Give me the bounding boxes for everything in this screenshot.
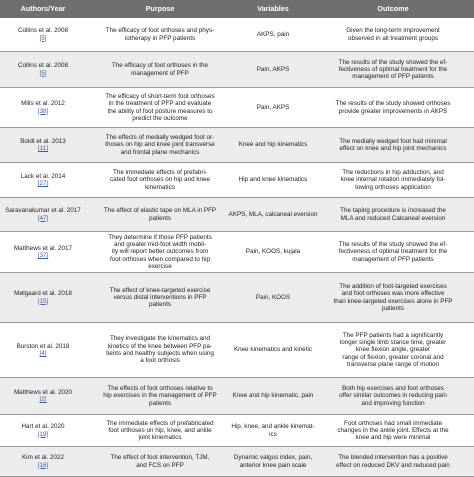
author-name: Collins et al. 2008 [17, 27, 69, 35]
outcome-text-line: The results of the study showed orthoses [335, 100, 451, 108]
variables-text-line: Knee and hip kinematics [238, 141, 308, 149]
outcome-text-line: The medially wedged foot had minimal [339, 137, 447, 145]
variables-cell [234, 128, 312, 162]
purpose-text-line: patients [148, 399, 172, 407]
header-outcome: Outcome [377, 4, 409, 13]
table-row [0, 163, 474, 198]
table-row [0, 128, 474, 163]
author-cell [0, 128, 86, 162]
outcome-text-line: provide greater improvements in AKPS [338, 107, 448, 115]
purpose-text-line: The efficacy of short-term foot orthoses [105, 92, 215, 100]
outcome-cell [312, 88, 474, 127]
purpose-text-line: thoses on hip and knee joint transverse [105, 141, 215, 149]
outcome-cell [312, 323, 474, 377]
author-cell [0, 163, 86, 197]
reference-link[interactable]: [27] [37, 180, 49, 187]
purpose-text-line: management of PFP [131, 69, 189, 77]
outcome-text-line: The blended intervention has a positive [338, 454, 448, 462]
author-name: Boldt et al. 2013 [20, 137, 66, 145]
author-cell [0, 378, 86, 414]
reference-link[interactable]: [4] [39, 350, 47, 357]
outcome-text-line: The taping procedure is increased the [340, 207, 446, 215]
purpose-cell [86, 18, 234, 51]
purpose-cell [86, 447, 234, 476]
purpose-text-line: kinematics [145, 183, 175, 191]
table-row [0, 232, 474, 273]
purpose-text-line: The effects of medially wedged foot or- [105, 134, 215, 142]
purpose-text-line: The effects of foot orthoses relative to [107, 385, 213, 393]
purpose-text-line: and greater mid-foot width mobil- [113, 241, 207, 249]
variables-cell [234, 323, 312, 377]
outcome-text-line: range of flexion, greater coronal and [342, 353, 444, 361]
outcome-text-line: Given the long-term improvement [346, 27, 440, 35]
outcome-cell [312, 198, 474, 231]
outcome-cell [312, 447, 474, 476]
table-row [0, 378, 474, 415]
outcome-text-line: MLA and reduced Calcaneal eversion [340, 214, 446, 222]
outcome-cell [312, 378, 474, 414]
variables-text-line: Pain, AKPS [256, 65, 290, 73]
header-authors: Authors/Year [20, 4, 66, 13]
author-cell [0, 52, 86, 87]
author-name: Collins et al. 2008 [17, 62, 69, 70]
variables-cell [234, 378, 312, 414]
variables-text-line: Pain, KOOS [255, 293, 291, 301]
purpose-text-line: and frontal plane mechanics [120, 148, 200, 156]
purpose-text-line: and FCS on PFP [136, 461, 184, 469]
reference-link[interactable]: [2] [39, 396, 47, 403]
purpose-cell [86, 273, 234, 322]
variables-text-line: ics [269, 430, 277, 438]
outcome-text-line: and improving function [361, 399, 425, 407]
table-row [0, 88, 474, 128]
table-row [0, 198, 474, 232]
outcome-cell [312, 232, 474, 272]
author-name: Saravanakumar et al. 2017 [5, 207, 81, 215]
purpose-cell [86, 378, 234, 414]
purpose-cell [86, 128, 234, 162]
purpose-text-line: The immediate effects of prefabri- [112, 169, 208, 177]
purpose-text-line: cated foot orthoses on hip and knee [109, 176, 211, 184]
variables-cell [234, 88, 312, 127]
variables-cell [234, 273, 312, 322]
variables-cell [234, 232, 312, 272]
purpose-text-line: hip exercises in the management of PFP [103, 392, 217, 400]
outcome-cell [312, 52, 474, 87]
author-name: Mølgaard et al. 2018 [14, 290, 72, 298]
author-name: Hart et al. 2020 [21, 423, 65, 431]
outcome-text-line: and foot orthoses was more effective [341, 290, 445, 298]
table-row [0, 415, 474, 447]
author-cell [0, 447, 86, 476]
variables-cell [231, 415, 315, 446]
table-row [0, 447, 474, 477]
purpose-text-line: joint kinematics [138, 434, 182, 442]
outcome-text-line: observed in all treatment groups [348, 34, 438, 42]
variables-text-line: AKPS, MLA, calcaneal eversion [228, 210, 318, 218]
outcome-text-line: offer similar outcomes in reducing pain [339, 392, 447, 400]
variables-text-line: Pain, AKPS [256, 103, 290, 111]
outcome-text-line: changes in the ankle joint. Effects at the [337, 426, 449, 434]
table-header [0, 0, 474, 18]
author-name: Lack et al. 2014 [20, 172, 66, 180]
purpose-text-line: tients and healthy subjects when using [106, 350, 214, 357]
table-row [0, 323, 474, 378]
author-cell [0, 415, 86, 446]
reference-link[interactable]: [11] [37, 145, 49, 152]
outcome-text-line: longer single limb stance time, greater [339, 339, 447, 347]
outcome-cell [312, 18, 474, 51]
reference-link[interactable]: [5] [39, 69, 47, 77]
variables-text-line: Knee and hip kinematic, pain [232, 392, 314, 400]
outcome-text-line: patients [381, 304, 405, 312]
outcome-cell [312, 163, 474, 197]
reference-link[interactable]: [38] [37, 107, 49, 115]
outcome-text-line: Foot orthoses had small immediate [344, 419, 442, 427]
variables-cell [234, 163, 312, 197]
purpose-text-line: predict the outcome [132, 114, 188, 122]
outcome-text-line: Both hip exercises and foot orthoses [342, 385, 444, 393]
purpose-text-line: kinetics of the knee between PFP pa- [107, 342, 213, 350]
variables-text-line: Knee kinematics and kinetic [233, 346, 313, 354]
author-cell [0, 232, 86, 272]
purpose-cell [86, 415, 234, 446]
outcome-text-line: fectiveness of optimal treatment for the [338, 65, 448, 73]
outcome-text-line: The results of the study showed the ef- [338, 241, 448, 249]
purpose-cell [86, 88, 234, 127]
table-row [0, 273, 474, 323]
purpose-text-line: foot orthoses when compared to hip [109, 255, 211, 263]
purpose-cell [86, 163, 234, 197]
outcome-text-line: knee internal rotation immediately fol- [340, 176, 446, 184]
author-cell [0, 273, 86, 322]
outcome-text-line: knee flexion angle, greater [355, 346, 431, 354]
purpose-cell [86, 198, 234, 231]
author-name: Kim et al. 2022 [21, 454, 64, 462]
reference-link[interactable]: [5] [39, 34, 47, 42]
purpose-text-line: The effect of knee-targeted exercise [109, 286, 211, 294]
variables-text-line: Pain, KOOS, kujala [245, 248, 301, 256]
purpose-text-line: The efficacy of foot orthoses and phys- [105, 27, 215, 35]
purpose-text-line: patients [148, 301, 172, 309]
variables-cell [234, 18, 312, 51]
outcome-text-line: The reductions in hip adduction, and [342, 169, 444, 177]
variables-cell [234, 447, 312, 476]
variables-text-line: Hip and knee kinematics [238, 176, 308, 184]
outcome-text-line: than knee-targeted exercises alone in PFP [333, 297, 453, 305]
purpose-text-line: patients [148, 214, 172, 222]
outcome-cell [312, 415, 474, 446]
reference-link[interactable]: [47] [37, 214, 49, 222]
author-name: Mills et al. 2012 [21, 100, 65, 108]
outcome-text-line: effect on reduced DKV and reduced pain [336, 461, 450, 469]
purpose-text-line: They investigate the kinematics and [109, 335, 211, 343]
purpose-text-line: exercise [148, 262, 172, 270]
purpose-text-line: They determine if those PFP patients [108, 233, 212, 241]
header-purpose: Purpose [145, 4, 175, 13]
purpose-text-line: the ability of foot posture measures to [107, 107, 213, 115]
outcome-text-line: The results of the study showed the ef- [338, 58, 448, 66]
table-row [0, 52, 474, 88]
purpose-text-line: a foot orthosis [140, 357, 180, 365]
author-cell [0, 198, 86, 231]
author-name: Burston et al. 2018 [16, 342, 70, 350]
author-cell [0, 88, 86, 127]
outcome-cell [312, 128, 474, 162]
outcome-text-line: fectiveness of optimal treatment for the [338, 248, 448, 256]
variables-cell [228, 198, 318, 231]
outcome-text-line: The addition of foot-targeted exercises [339, 282, 447, 290]
header-variables: Variables [257, 4, 289, 13]
reference-link[interactable]: [19] [37, 430, 49, 438]
author-cell [0, 323, 86, 377]
purpose-text-line: The effect of elastic tape on MLA in PFP [103, 207, 217, 215]
author-name: Matthews et al. 2017 [13, 244, 73, 252]
author-cell [0, 18, 86, 51]
variables-text-line: Hip, knee, and ankle kinemat- [231, 423, 315, 431]
outcome-cell [312, 273, 474, 322]
variables-text-line: AKPS, pain [256, 30, 290, 38]
outcome-text-line: knee and hip were minimal [355, 434, 431, 442]
purpose-text-line: The efficacy of foot orthoses in the [111, 62, 209, 70]
purpose-cell [86, 52, 234, 87]
variables-text-line: anterior knee pain scale [239, 461, 307, 469]
purpose-text-line: The effect of foot intervention, TJM, [110, 454, 210, 462]
outcome-text-line: transverse plane range of motion [346, 360, 440, 368]
outcome-text-line: management of PFP patients [352, 255, 434, 263]
purpose-text-line: in the treatment of PFP and evaluate [108, 100, 212, 108]
reference-link[interactable]: [15] [37, 297, 49, 305]
purpose-cell [86, 232, 234, 272]
table-row [0, 18, 474, 52]
purpose-text-line: The immediate effects of prefabricated [106, 419, 214, 427]
purpose-text-line: versus distal interventions in PFP [113, 293, 207, 301]
purpose-text-line: iotherapy in PFP patients [124, 34, 196, 42]
outcome-text-line: The PFP patients had a significantly [342, 331, 444, 339]
outcome-text-line: management of PFP patients [352, 73, 434, 81]
author-name: Matthews et al. 2020 [13, 388, 73, 396]
variables-cell [234, 52, 312, 87]
reference-link[interactable]: [37] [37, 252, 49, 259]
outcome-text-line: lowing orthoses application [355, 183, 431, 191]
purpose-cell [86, 323, 234, 377]
variables-text-line: Dynamic valgus index, pain, [233, 454, 313, 462]
outcome-text-line: effect on knee and hip joint mechanics [339, 145, 447, 152]
purpose-text-line: foot orthoses on hip, knee, and ankle [108, 426, 212, 434]
purpose-text-line: ity will report better outcomes from [111, 248, 209, 256]
reference-link[interactable]: [16] [37, 461, 49, 469]
